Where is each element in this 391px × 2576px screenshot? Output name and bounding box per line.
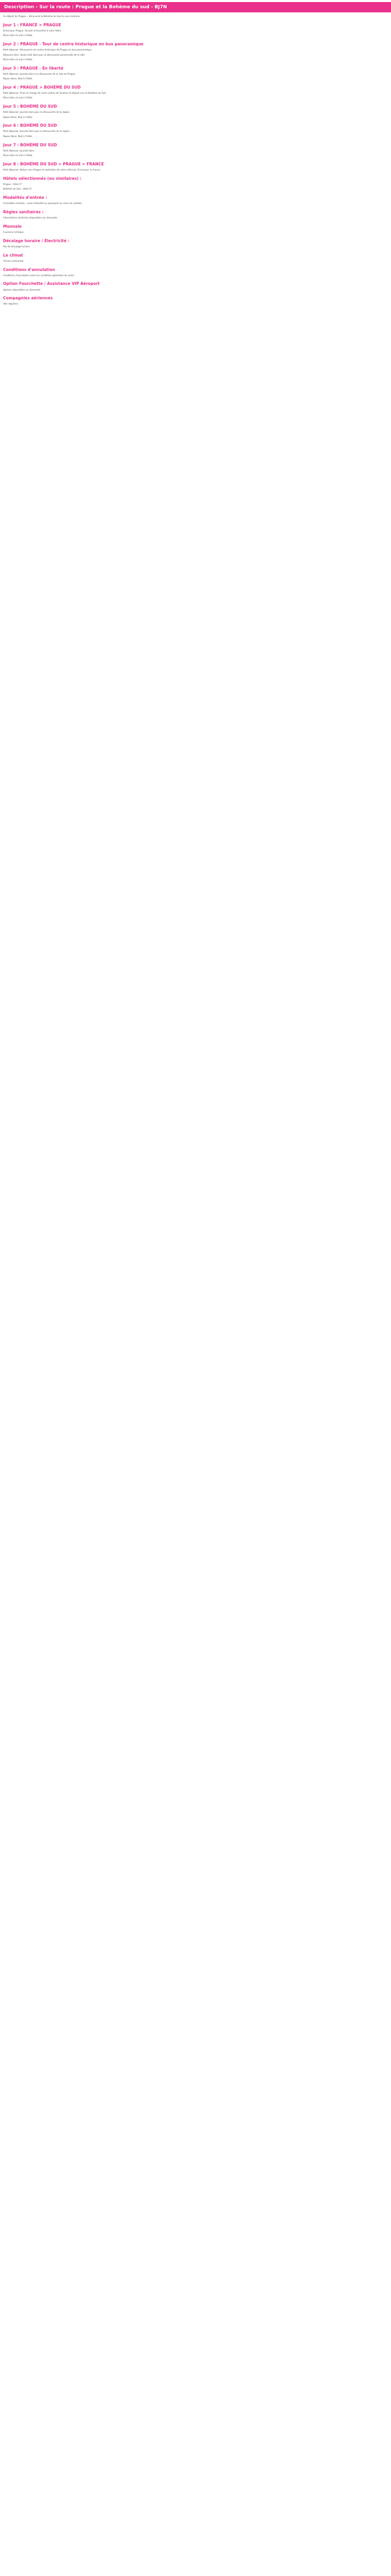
section-title: Hôtels sélectionnés (ou similaires) : (3, 176, 82, 181)
section-paragraph: Petit déjeuner. Découverte du centre historique de Prague en bus panoramique. (3, 49, 92, 52)
section-paragraph: Vols réguliers. (3, 303, 19, 306)
intro-paragraph: Au départ de Prague... découvrez la Bohème du Sud en une semaine. (3, 15, 80, 19)
section-title: Conditions d'annulation (3, 267, 55, 272)
content (0, 15, 391, 306)
section-title: Modalités d'entrée : (3, 195, 47, 200)
section-title: Jour 7 : BOHÈME DU SUD (3, 142, 57, 147)
section-paragraph: Petit déjeuner. Retour vers Prague et restitution de votre véhicule. Envol pour la France. (3, 168, 101, 172)
section-paragraph: Déjeuner libre. Après-midi libre pour la découverte personnelle de la ville. (3, 54, 86, 57)
section-title: Jour 4 : PRAGUE > BOHÈME DU SUD (3, 84, 81, 90)
section-paragraph: Petit déjeuner. Prise en charge de votre voiture de location et départ vers la Bohème du Sud. (3, 92, 107, 95)
section-title: Monnaie (3, 224, 22, 229)
section-paragraph: Dîner libre et nuit à l'hôtel. (3, 154, 33, 157)
section-paragraph: Conditions d'annulation selon les conditions générales de vente. (3, 274, 75, 277)
section-paragraph: Petit déjeuner. Journée libre pour la découverte de la région. (3, 111, 70, 114)
section-title: Compagnies aériennes (3, 296, 53, 301)
section-paragraph: Options disponibles sur demande. (3, 289, 41, 292)
section-paragraph: Dîner libre et nuit à l'hôtel. (3, 97, 33, 100)
section-title: Jour 8 : BOHÈME DU SUD > PRAGUE > FRANCE (3, 161, 104, 166)
section-title: Option Fourchette / Assistance VIP Aéroport (3, 281, 100, 286)
section-paragraph: Repas libres. Nuit à l'hôtel. (3, 78, 33, 81)
banner-title: Description - Sur la route : Prague et la Bohème du sud - BJ7N (4, 5, 167, 10)
section-paragraph: Petit déjeuner. Journée libre pour la découverte de la région. (3, 130, 70, 133)
section-paragraph: Petit déjeuner. Journée libre à la découverte de la ville de Prague. (3, 73, 76, 76)
section-title: Jour 3 : PRAGUE - En liberté (3, 65, 63, 71)
section-title: Règles sanitaires : (3, 209, 44, 214)
section-paragraph: Dîner libre et nuit à l'hôtel. (3, 58, 33, 61)
section-paragraph: Petit déjeuner. Journée libre. (3, 149, 35, 152)
section-paragraph: Couronne tchèque. (3, 231, 24, 234)
page-banner (0, 2, 391, 12)
section-paragraph: Envol pour Prague. Accueil et transfert à votre hôtel. (3, 30, 62, 33)
section-title: Décalage horaire / Électricité : (3, 238, 70, 243)
section-title: Le climat (3, 252, 23, 258)
section-title: Jour 2 : PRAGUE - Tour de centre historique en bus panoramique (3, 42, 144, 47)
section-title: Jour 1 : FRANCE > PRAGUE (3, 22, 61, 27)
section-paragraph: Bohème du Sud : hôtel 3* (3, 188, 32, 191)
section-title: Jour 6 : BOHÈME DU SUD (3, 123, 57, 128)
section-paragraph: Climat continental. (3, 260, 24, 263)
section-paragraph: Repas libres. Nuit à l'hôtel. (3, 135, 33, 138)
section-paragraph: Prague : hôtel 3* (3, 183, 22, 186)
section-paragraph: Dîner libre et nuit à l'hôtel. (3, 35, 33, 38)
section-title: Jour 5 : BOHÈME DU SUD (3, 104, 57, 109)
section-paragraph: Formalités d'entrée : carte d'identité ou passeport en cours de validité. (3, 202, 83, 206)
section-paragraph: Repas libres. Nuit à l'hôtel. (3, 116, 33, 119)
section-paragraph: Informations sanitaires disponibles sur demande. (3, 216, 58, 219)
section-paragraph: Pas de décalage horaire. (3, 245, 30, 248)
